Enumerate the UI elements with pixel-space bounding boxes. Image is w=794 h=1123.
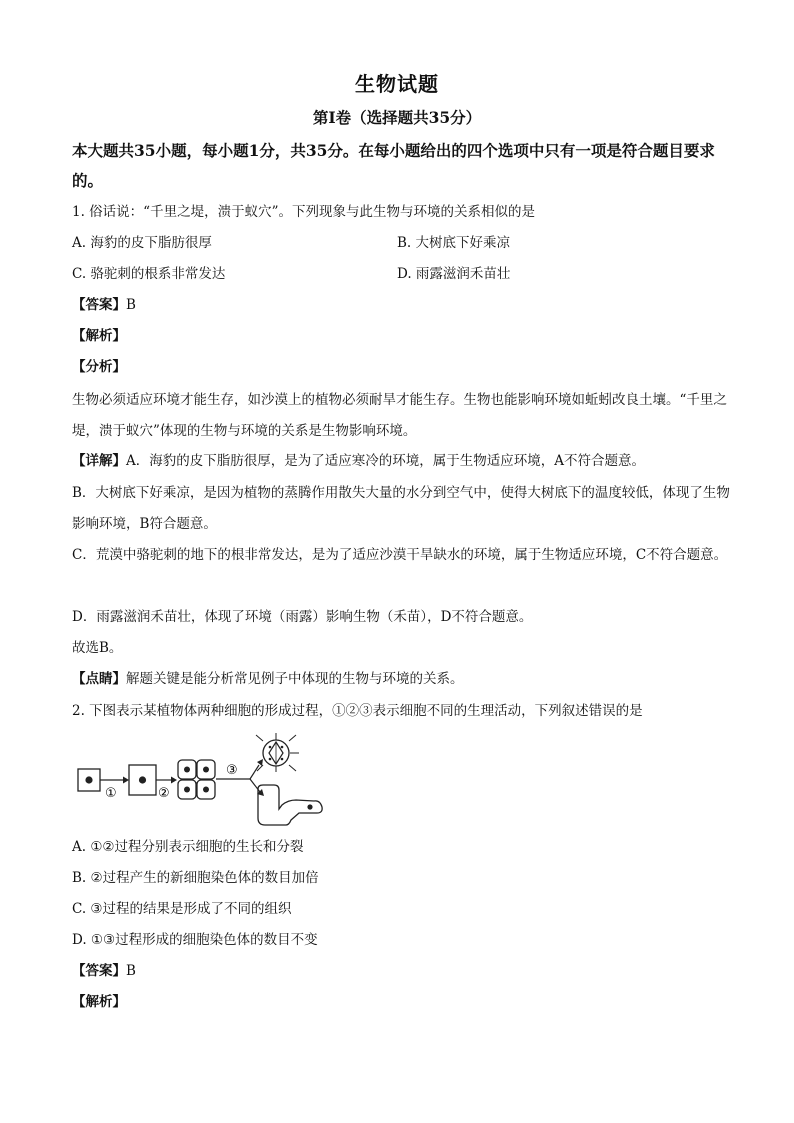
answer-tag: 【答案】 [72, 963, 126, 979]
label-2: ② [158, 786, 170, 801]
q1-analysis-tag: 【解析】 [72, 328, 126, 344]
cell-process-diagram [74, 733, 334, 833]
q2-option-a: A. ①②过程分别表示细胞的生长和分裂 [72, 839, 304, 855]
q1-conclusion: 故选B。 [72, 640, 123, 656]
nucleus [85, 776, 92, 783]
answer-value: B [126, 963, 136, 979]
q1-fenxi-tag: 【分析】 [72, 359, 126, 375]
answer-value: B [126, 297, 136, 313]
q1-option-b: B. 大树底下好乘凉 [397, 235, 511, 251]
q1-tip [72, 669, 732, 689]
label-3: ③ [226, 763, 238, 778]
label-1: ① [105, 786, 117, 801]
nucleus [139, 776, 146, 783]
q1-answer [72, 295, 732, 315]
q1-option-a: A. 海豹的皮下脂肪很厚 [72, 235, 212, 251]
tip-tag: 【点睛】 [72, 671, 126, 687]
q2-option-d: D. ①③过程形成的细胞染色体的数目不变 [72, 932, 318, 948]
q2-answer [72, 961, 732, 981]
q1-detail-d: D．雨露滋润禾苗壮，体现了环境（雨露）影响生物（禾苗），D不符合题意。 [72, 609, 533, 625]
specialized-cell-top [256, 733, 299, 772]
q2-option-c: C. ③过程的结果是形成了不同的组织 [72, 901, 292, 917]
section-title: 第I卷（选择题共35分） [312, 108, 482, 127]
q2-option-b: B. ②过程产生的新细胞染色体的数目加倍 [72, 870, 319, 886]
nucleus [307, 804, 312, 809]
answer-tag: 【答案】 [72, 297, 126, 313]
q2-analysis-tag: 【解析】 [72, 994, 126, 1010]
divided-cells [178, 760, 215, 799]
q1-fenxi-text: 生物必须适应环境才能生存，如沙漠上的植物必须耐旱才能生存。生物也能影响环境如蚯蚓改良土壤。“千里之堤，溃于蚁穴”体现的生物与环境的关系是生物影响环境。 [72, 392, 727, 439]
q1-detail-a [72, 451, 732, 471]
q1-detail-c: C．荒漠中骆驼刺的地下的根非常发达，是为了适应沙漠干旱缺水的环境，属于生物适应环境，C不符合题意。 [72, 547, 728, 563]
tip-text: 解题关键是能分析常见例子中体现的生物与环境的关系。 [126, 671, 464, 687]
q1-option-c: C. 骆驼刺的根系非常发达 [72, 266, 226, 282]
root-hair-cell [258, 785, 322, 825]
instructions: 本大题共35小题，每小题1分，共35分。在每小题给出的四个选项中只有一项是符合题目要求的。 [72, 141, 715, 190]
q1-stem: 1. 俗话说：“千里之堤，溃于蚁穴”。下列现象与此生物与环境的关系相似的是 [72, 204, 535, 220]
q2-stem: 2. 下图表示某植物体两种细胞的形成过程，①②③表示细胞不同的生理活动，下列叙述错误的是 [72, 703, 643, 719]
page-title: 生物试题 [355, 72, 439, 96]
q1-option-d: D. 雨露滋润禾苗壮 [397, 266, 511, 282]
q1-detail-b: B．大树底下好乘凉，是因为植物的蒸腾作用散失大量的水分到空气中，使得大树底下的温度较低，体现了生物影响环境，B符合题意。 [72, 485, 730, 532]
detail-tag: 【详解】 [72, 453, 126, 469]
detail-a-text: A．海豹的皮下脂肪很厚，是为了适应寒冷的环境，属于生物适应环境，A不符合题意。 [126, 453, 645, 469]
